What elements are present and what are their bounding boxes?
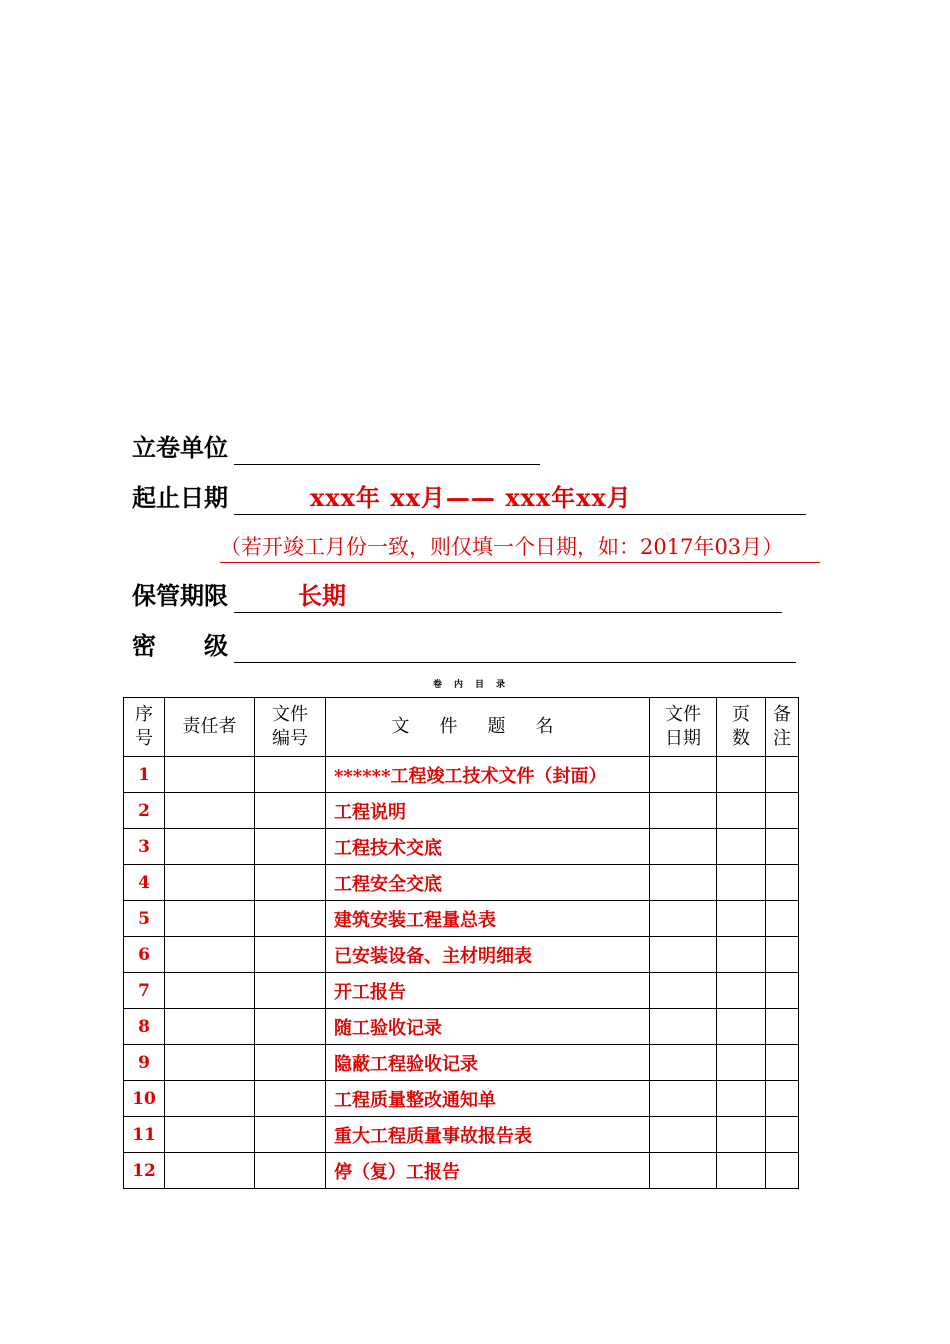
file-number-cell[interactable] [255, 865, 326, 901]
header-file-date: 文件日期 [650, 698, 717, 757]
table-row [124, 757, 799, 793]
pages-cell[interactable] [717, 757, 766, 793]
file-date-cell[interactable] [650, 1081, 717, 1117]
date-range-field [132, 482, 812, 516]
security-level-line[interactable] [234, 630, 796, 663]
table-row [124, 937, 799, 973]
file-title-cell: 工程说明 [326, 793, 650, 829]
table-row [124, 1081, 799, 1117]
remarks-cell[interactable] [766, 1009, 799, 1045]
remarks-cell[interactable] [766, 1045, 799, 1081]
row-number: 8 [124, 1009, 165, 1045]
file-title-cell: 隐蔽工程验收记录 [326, 1045, 650, 1081]
table-row [124, 1009, 799, 1045]
remarks-cell[interactable] [766, 901, 799, 937]
file-date-cell[interactable] [650, 865, 717, 901]
remarks-cell[interactable] [766, 757, 799, 793]
pages-cell[interactable] [717, 865, 766, 901]
file-title-cell: 已安装设备、主材明细表 [326, 937, 650, 973]
file-title-cell: 停（复）工报告 [326, 1153, 650, 1189]
responsible-cell[interactable] [165, 901, 255, 937]
table-row [124, 1153, 799, 1189]
file-date-cell[interactable] [650, 1117, 717, 1153]
file-date-cell[interactable] [650, 793, 717, 829]
header-pages: 页数 [717, 698, 766, 757]
catalog-header-row [124, 698, 799, 757]
file-date-cell[interactable] [650, 901, 717, 937]
file-title-cell: 开工报告 [326, 973, 650, 1009]
file-number-cell[interactable] [255, 1009, 326, 1045]
row-number: 2 [124, 793, 165, 829]
date-range-label: 起止日期 [132, 483, 228, 512]
file-date-cell[interactable] [650, 829, 717, 865]
file-date-cell[interactable] [650, 1153, 717, 1189]
file-number-cell[interactable] [255, 1153, 326, 1189]
remarks-cell[interactable] [766, 793, 799, 829]
row-number: 10 [124, 1081, 165, 1117]
remarks-cell[interactable] [766, 937, 799, 973]
file-number-cell[interactable] [255, 1081, 326, 1117]
row-number: 11 [124, 1117, 165, 1153]
filing-unit-label: 立卷单位 [132, 433, 228, 462]
pages-cell[interactable] [717, 1153, 766, 1189]
table-row [124, 829, 799, 865]
remarks-cell[interactable] [766, 1117, 799, 1153]
pages-cell[interactable] [717, 1045, 766, 1081]
remarks-cell[interactable] [766, 1081, 799, 1117]
retention-period-value: 长期 [298, 581, 346, 610]
file-date-cell[interactable] [650, 1045, 717, 1081]
file-date-cell[interactable] [650, 937, 717, 973]
header-file-number: 文件编号 [255, 698, 326, 757]
table-row [124, 973, 799, 1009]
responsible-cell[interactable] [165, 793, 255, 829]
file-title-cell: 工程技术交底 [326, 829, 650, 865]
responsible-cell[interactable] [165, 757, 255, 793]
table-row [124, 1117, 799, 1153]
pages-cell[interactable] [717, 937, 766, 973]
security-level-label: 密级 [132, 631, 276, 660]
responsible-cell[interactable] [165, 937, 255, 973]
retention-period-label: 保管期限 [132, 581, 228, 610]
catalog-table [123, 697, 799, 1189]
table-row [124, 793, 799, 829]
row-number: 5 [124, 901, 165, 937]
file-date-cell[interactable] [650, 757, 717, 793]
file-number-cell[interactable] [255, 973, 326, 1009]
row-number: 6 [124, 937, 165, 973]
retention-period-field [132, 580, 792, 614]
header-file-title: 文件题名 [326, 698, 650, 757]
remarks-cell[interactable] [766, 973, 799, 1009]
file-number-cell[interactable] [255, 793, 326, 829]
remarks-cell[interactable] [766, 1153, 799, 1189]
file-number-cell[interactable] [255, 1117, 326, 1153]
file-title-cell: 工程安全交底 [326, 865, 650, 901]
file-title-cell: 工程质量整改通知单 [326, 1081, 650, 1117]
responsible-cell[interactable] [165, 1045, 255, 1081]
remarks-cell[interactable] [766, 829, 799, 865]
header-seq: 序号 [124, 698, 165, 757]
file-number-cell[interactable] [255, 1045, 326, 1081]
file-date-cell[interactable] [650, 1009, 717, 1045]
responsible-cell[interactable] [165, 973, 255, 1009]
file-number-cell[interactable] [255, 901, 326, 937]
row-number: 12 [124, 1153, 165, 1189]
file-number-cell[interactable] [255, 757, 326, 793]
row-number: 3 [124, 829, 165, 865]
responsible-cell[interactable] [165, 865, 255, 901]
table-row [124, 865, 799, 901]
file-number-cell[interactable] [255, 937, 326, 973]
file-date-cell[interactable] [650, 973, 717, 1009]
filing-unit-line[interactable] [234, 432, 540, 465]
row-number: 7 [124, 973, 165, 1009]
table-row [124, 1045, 799, 1081]
date-hint: （若开竣工月份一致，则仅填一个日期，如：2017年03月） [220, 532, 820, 563]
row-number: 9 [124, 1045, 165, 1081]
file-title-cell: 随工验收记录 [326, 1009, 650, 1045]
responsible-cell[interactable] [165, 1081, 255, 1117]
pages-cell[interactable] [717, 973, 766, 1009]
table-row [124, 901, 799, 937]
pages-cell[interactable] [717, 901, 766, 937]
pages-cell[interactable] [717, 793, 766, 829]
file-title-cell: 重大工程质量事故报告表 [326, 1117, 650, 1153]
security-level-field [132, 630, 802, 664]
pages-cell[interactable] [717, 1009, 766, 1045]
responsible-cell[interactable] [165, 1009, 255, 1045]
row-number: 1 [124, 757, 165, 793]
filing-unit-field [132, 432, 552, 466]
date-range-value: xxx年 xx月—— xxx年xx月 [310, 483, 632, 512]
file-number-cell[interactable] [255, 829, 326, 865]
responsible-cell[interactable] [165, 1153, 255, 1189]
responsible-cell[interactable] [165, 829, 255, 865]
row-number: 4 [124, 865, 165, 901]
file-title-cell: ******工程竣工技术文件（封面） [326, 757, 650, 793]
pages-cell[interactable] [717, 829, 766, 865]
responsible-cell[interactable] [165, 1117, 255, 1153]
file-title-cell: 建筑安装工程量总表 [326, 901, 650, 937]
remarks-cell[interactable] [766, 865, 799, 901]
pages-cell[interactable] [717, 1117, 766, 1153]
header-remarks: 备注 [766, 698, 799, 757]
header-responsible: 责任者 [165, 698, 255, 757]
catalog-title: 卷内目录 [432, 680, 517, 690]
pages-cell[interactable] [717, 1081, 766, 1117]
